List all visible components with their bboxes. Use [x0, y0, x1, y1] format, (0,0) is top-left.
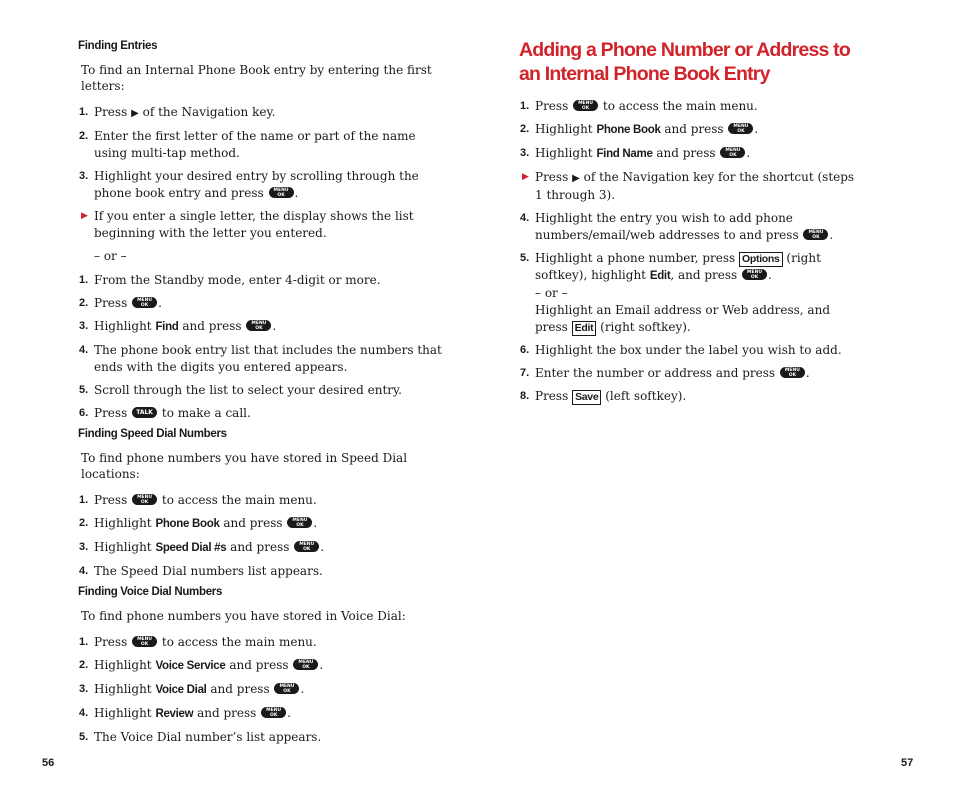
menu-ok-key-icon: MENU OK — [132, 636, 157, 647]
step-number: 2. — [520, 123, 530, 135]
menu-ok-key-icon: MENU OK — [246, 320, 271, 331]
list-item — [519, 250, 864, 336]
list-item — [78, 539, 448, 557]
step-number: 3. — [79, 170, 89, 182]
menu-ok-key-icon: MENU OK — [261, 707, 286, 718]
step-text: Highlight — [94, 540, 152, 554]
finding-entries-intro: To find an Internal Phone Book entry by entering the first letters: — [81, 63, 432, 93]
step-number: 3. — [79, 683, 89, 695]
menu-ok-key-icon: MENU OK — [720, 147, 745, 158]
step-number: 6. — [520, 344, 530, 356]
step-text: Enter the first letter of the name or part of the name using multi-tap method. — [94, 129, 416, 160]
edit-softkey: Edit — [572, 321, 597, 336]
list-item — [78, 405, 448, 422]
menu-item-label: Find Name — [596, 148, 653, 160]
menu-item-label: Find — [155, 321, 179, 333]
step-text: of the Navigation key. — [142, 105, 276, 119]
finding-entries-heading: Finding Entries — [78, 40, 158, 52]
step-text: Press — [94, 296, 128, 310]
step-number: 1. — [520, 100, 530, 112]
step-text: Highlight — [94, 682, 152, 696]
step-text: Highlight — [94, 516, 152, 530]
voice-dial-intro: To find phone numbers you have stored in Voice Dial: — [81, 609, 406, 623]
menu-ok-key-icon: MENU OK — [132, 494, 157, 505]
step-number: 2. — [79, 130, 89, 142]
step-text: and press — [223, 516, 283, 530]
step-text: Press — [535, 99, 569, 113]
step-text: . — [320, 540, 325, 554]
list-item — [78, 342, 448, 376]
step-number: 3. — [520, 147, 530, 159]
step-text: and press — [182, 319, 242, 333]
step-text: (right softkey). — [600, 320, 691, 334]
speed-dial-heading: Finding Speed Dial Numbers — [78, 428, 227, 440]
note-text: of the Navigation key for the shortcut (steps 1 through 3). — [535, 170, 855, 202]
step-text: and press — [197, 706, 257, 720]
step-text: . — [754, 122, 759, 136]
step-text: Enter the number or address and press — [535, 366, 776, 380]
step-text: The Speed Dial numbers list appears. — [94, 564, 323, 578]
page-title — [519, 38, 864, 86]
triangle-right-icon: ▶ — [572, 173, 580, 184]
speed-dial-intro: To find phone numbers you have stored in Speed Dial locations: — [81, 451, 408, 481]
menu-ok-key-icon: MENU OK — [274, 683, 299, 694]
list-item — [78, 563, 448, 580]
step-text: Highlight — [94, 706, 152, 720]
step-text: and press — [229, 658, 289, 672]
list-item — [78, 128, 448, 162]
step-number: 2. — [79, 659, 89, 671]
step-text: Highlight — [94, 658, 152, 672]
menu-ok-key-icon: MENU OK — [269, 187, 294, 198]
left-page-number: 56 — [42, 757, 55, 769]
step-number: 8. — [520, 390, 530, 402]
step-number: 5. — [520, 252, 530, 264]
or-separator: – or – — [535, 286, 568, 300]
step-text: . — [300, 682, 305, 696]
right-page — [519, 36, 864, 411]
triangle-right-icon: ▶ — [131, 108, 139, 119]
menu-item-label: Voice Service — [155, 660, 226, 672]
list-item — [78, 634, 448, 651]
step-number: 1. — [79, 494, 89, 506]
list-item — [78, 168, 448, 202]
menu-ok-key-icon: MENU OK — [780, 367, 805, 378]
menu-ok-key-icon: MENU OK — [293, 659, 318, 670]
step-text: The phone book entry list that includes the numbers that ends with the digits you entered appears. — [94, 343, 442, 374]
step-text: . — [768, 268, 772, 282]
step-number: 3. — [79, 320, 89, 332]
menu-item-label: Edit — [649, 270, 671, 282]
step-text: and press — [664, 122, 724, 136]
menu-ok-key-icon: MENU OK — [573, 100, 598, 111]
menu-item-label: Voice Dial — [155, 684, 207, 696]
menu-item-label: Phone Book — [155, 518, 220, 530]
save-softkey: Save — [572, 390, 601, 405]
step-text: From the Standby mode, enter 4-digit or more. — [94, 273, 381, 287]
step-number: 2. — [79, 517, 89, 529]
step-text: Highlight — [535, 146, 593, 160]
list-item — [78, 515, 448, 533]
step-number: 2. — [79, 297, 89, 309]
list-item — [519, 98, 864, 115]
list-item — [78, 318, 448, 336]
step-text: Highlight the box under the label you wish to add. — [535, 343, 842, 357]
page-title-line: Adding a Phone Number or Address to — [519, 39, 850, 61]
red-arrow-icon: ▶ — [522, 172, 529, 182]
step-text: to make a call. — [161, 406, 251, 420]
options-softkey: Options — [739, 252, 783, 267]
step-number: 1. — [79, 274, 89, 286]
step-text: . — [746, 146, 751, 160]
step-text: , and press — [670, 268, 738, 282]
list-item — [78, 705, 448, 723]
step-text: and press — [210, 682, 270, 696]
step-text: Highlight the entry you wish to add phone numbers/email/web addresses to and press — [535, 211, 799, 242]
step-text: (right softkey), highlight — [535, 251, 821, 282]
step-text: Press — [535, 389, 569, 403]
step-text: Highlight an Email address or Web address, and press — [535, 303, 830, 334]
step-text: (left softkey). — [605, 389, 687, 403]
list-item — [78, 382, 448, 399]
step-text: . — [272, 319, 277, 333]
step-text: Press — [94, 406, 128, 420]
step-text: . — [158, 296, 162, 310]
step-text: Highlight — [94, 319, 152, 333]
step-text: Press — [94, 635, 128, 649]
step-text: Press — [94, 105, 128, 119]
note — [519, 169, 864, 204]
list-item — [78, 272, 448, 289]
step-number: 1. — [79, 636, 89, 648]
menu-ok-key-icon: MENU OK — [294, 541, 319, 552]
step-text: to access the main menu. — [161, 635, 317, 649]
list-item — [78, 681, 448, 699]
list-item — [78, 295, 448, 312]
list-item — [519, 121, 864, 139]
note-text: Press — [535, 170, 569, 184]
step-alt-text — [535, 302, 864, 336]
list-item — [519, 145, 864, 163]
or-separator: – or – — [94, 249, 127, 263]
step-text: Press — [94, 493, 128, 507]
step-text: and press — [656, 146, 716, 160]
list-item — [78, 104, 448, 122]
step-text: . — [319, 658, 324, 672]
step-text: to access the main menu. — [161, 493, 317, 507]
step-text: The Voice Dial number’s list appears. — [94, 730, 322, 744]
step-text: . — [294, 186, 299, 200]
note — [78, 208, 448, 242]
step-text: . — [805, 366, 810, 380]
menu-ok-key-icon: MENU OK — [287, 517, 312, 528]
menu-ok-key-icon: MENU OK — [742, 269, 767, 280]
list-item — [519, 365, 864, 382]
left-page — [78, 36, 448, 752]
step-number: 5. — [79, 731, 89, 743]
list-item — [519, 388, 864, 405]
talk-key-icon: TALK — [132, 407, 157, 418]
red-arrow-icon: ▶ — [81, 211, 88, 221]
menu-ok-key-icon: MENU OK — [728, 123, 753, 134]
note-text: If you enter a single letter, the display shows the list beginning with the letter you entered. — [94, 209, 414, 240]
step-text: Scroll through the list to select your desired entry. — [94, 383, 402, 397]
list-item — [78, 492, 448, 509]
menu-item-label: Phone Book — [596, 124, 661, 136]
menu-item-label: Speed Dial #s — [155, 542, 227, 554]
menu-item-label: Review — [155, 708, 194, 720]
step-number: 4. — [79, 565, 89, 577]
step-text: Highlight your desired entry by scrolling through the phone book entry and press — [94, 169, 419, 200]
list-item — [78, 657, 448, 675]
right-page-number: 57 — [901, 757, 914, 769]
step-text: . — [287, 706, 291, 720]
step-text: . — [829, 228, 834, 242]
step-number: 1. — [79, 106, 89, 118]
step-text: to access the main menu. — [602, 99, 758, 113]
step-text: . — [313, 516, 318, 530]
step-number: 3. — [79, 541, 89, 553]
menu-ok-key-icon: MENU OK — [132, 297, 157, 308]
step-number: 7. — [520, 367, 530, 379]
voice-dial-heading: Finding Voice Dial Numbers — [78, 586, 223, 598]
step-text: Highlight a phone number, press — [535, 251, 736, 265]
step-number: 5. — [79, 384, 89, 396]
list-item — [78, 729, 448, 746]
step-text: Highlight — [535, 122, 593, 136]
step-number: 4. — [79, 344, 89, 356]
step-number: 4. — [520, 212, 530, 224]
list-item — [519, 210, 864, 244]
step-text: and press — [230, 540, 290, 554]
step-number: 6. — [79, 407, 89, 419]
step-number: 4. — [79, 707, 89, 719]
menu-ok-key-icon: MENU OK — [803, 229, 828, 240]
page-title-line: an Internal Phone Book Entry — [519, 63, 770, 85]
list-item — [519, 342, 864, 359]
